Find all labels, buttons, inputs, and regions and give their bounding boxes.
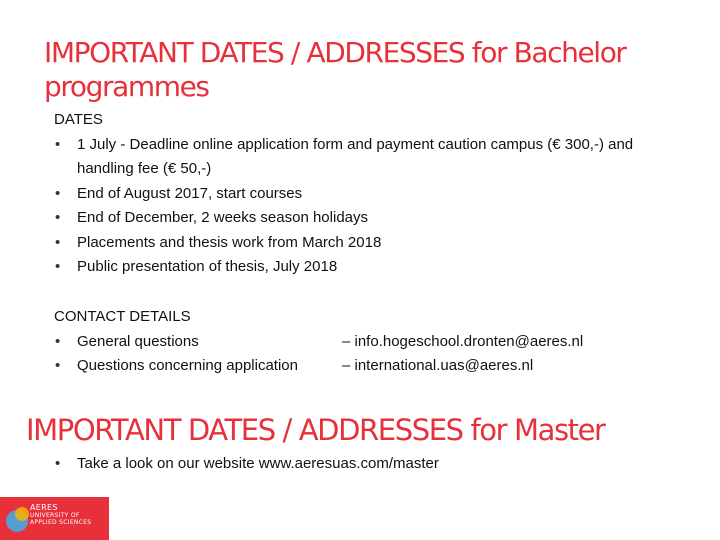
list-item [54, 330, 694, 355]
dates-section [54, 108, 674, 280]
logo-line: AERES [30, 503, 58, 512]
bachelor-title: IMPORTANT DATES / ADDRESSES for Bachelor programmes [44, 36, 626, 103]
list-item: • End of August 2017, start courses [54, 182, 674, 207]
contact-email[interactable]: – info.hogeschool.dronten@aeres.nl [342, 332, 584, 350]
dates-heading: DATES [54, 111, 103, 128]
list-item: • Placements and thesis work from March 2018 [54, 231, 674, 256]
master-title: IMPORTANT DATES / ADDRESSES for Master [26, 413, 605, 447]
contact-list [54, 330, 694, 379]
list-item: • 1 July - Deadline online application form and payment caution campus (€ 300,-) and handling fee (€ 50,-) [54, 133, 674, 182]
list-item [54, 354, 694, 379]
list-item: • End of December, 2 weeks season holidays [54, 206, 674, 231]
contact-section [54, 305, 694, 379]
logo-line: APPLIED SCIENCES [30, 519, 92, 526]
master-list [54, 452, 674, 477]
dates-list [54, 133, 674, 280]
list-item: • Public presentation of thesis, July 2018 [54, 255, 674, 280]
contact-label: • General questions [77, 332, 199, 350]
contact-heading: CONTACT DETAILS [54, 308, 191, 325]
contact-label: • Questions concerning application [77, 357, 298, 374]
aeres-logo [0, 497, 109, 540]
logo-line: UNIVERSITY OF [30, 512, 80, 519]
contact-email[interactable]: – international.uas@aeres.nl [342, 357, 534, 374]
list-item[interactable]: • Take a look on our website www.aeresuas.com/master [54, 452, 674, 477]
logo-text [30, 503, 91, 526]
logo-mark-icon [6, 510, 28, 532]
master-section [54, 452, 674, 477]
